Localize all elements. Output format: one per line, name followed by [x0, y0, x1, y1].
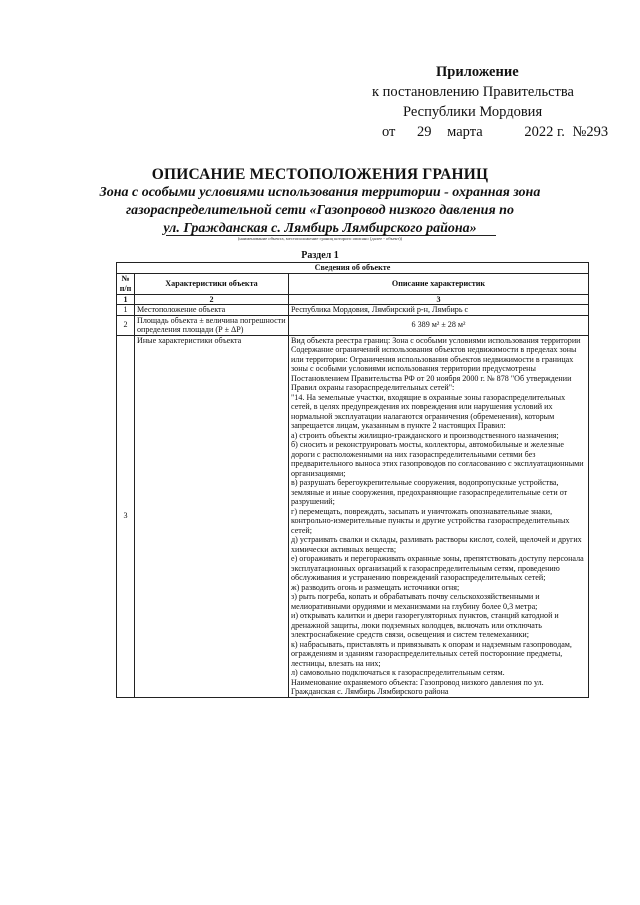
desc-paragraph: л) самовольно подключаться к газораспределительным сетям. [291, 668, 505, 677]
row-num: 1 [117, 305, 135, 316]
desc-paragraph: и) открывать калитки и двери газорегуляторных пунктов, станций катодной и дренажной защиты, люки подземных колодцев, включать или отключать электроснабжение средств связи, освещения и систем телемеханики; [291, 611, 559, 639]
row-char: Иные характеристики объекта [135, 335, 289, 697]
table-row [117, 335, 589, 697]
document-subtitle [60, 184, 580, 238]
header-num: № п/п [117, 273, 135, 294]
appendix-date [382, 122, 608, 142]
appendix-title: Приложение [436, 64, 519, 80]
row-char: Площадь объекта ± величина погрешности определения площади (Р ± ΔР) [135, 315, 289, 335]
table-title: Сведения об объекте [117, 263, 589, 274]
subtitle-line-2: газораспределительной сети «Газопровод низкого давления по [126, 203, 514, 218]
table-row [117, 315, 589, 335]
row-desc-list [289, 335, 589, 697]
appendix-date-prefix: от [382, 124, 396, 140]
desc-paragraph: д) устраивать свалки и склады, разливать растворы кислот, солей, щелочей и других химически активных веществ; [291, 535, 582, 554]
row-char: Местоположение объекта [135, 305, 289, 316]
col-number-2: 2 [135, 294, 289, 305]
desc-paragraph: а) строить объекты жилищно-гражданского и производственного назначения; [291, 430, 559, 440]
appendix-line-1: к постановлению Правительства [372, 84, 574, 100]
subtitle-caption: (наименование объекта, местоположение границ которого описано (далее - объект)) [237, 236, 403, 241]
appendix-number: №293 [572, 124, 609, 140]
desc-paragraph: г) перемещать, повреждать, засыпать и уничтожать опознавательные знаки, контрольно-измерительные пункты и другие устройства газораспределительных сетей; [291, 506, 570, 535]
desc-paragraph: Наименование охраняемого объекта: Газопровод низкого давления по ул. Гражданская с. Лямбирь Лямбирского района [291, 677, 544, 696]
row-num: 3 [117, 335, 135, 697]
subtitle-line-3: ул. Гражданская с. Лямбирь Лямбирского района» [163, 221, 477, 236]
table-title-row [117, 263, 589, 274]
desc-paragraph: Вид объекта реестра границ: Зона с особыми условиями использования территории [291, 335, 581, 345]
desc-paragraph: ж) разводить огонь и размещать источники огня; [291, 582, 460, 592]
header-desc: Описание характеристик [289, 273, 589, 294]
row-desc: 6 389 м² ± 28 м² [289, 315, 589, 335]
column-number-row [117, 294, 589, 305]
desc-paragraph: з) рыть погреба, копать и обрабатывать почву сельскохозяйственными и мелиоративными орудиями и механизмами на глубину более 0,3 метра; [291, 592, 540, 611]
row-num: 2 [117, 315, 135, 335]
table-header-row [117, 273, 589, 294]
col-number-1: 1 [117, 294, 135, 305]
desc-paragraph: б) сносить и реконструировать мосты, коллекторы, автомобильные и железные дороги с расположенными на них газораспределительными сетями без предварительного выноса этих газопроводов по согласованию с эксплуатационными организациями; [291, 440, 584, 478]
header-char: Характеристики объекта [135, 273, 289, 294]
document-title: ОПИСАНИЕ МЕСТОПОЛОЖЕНИЯ ГРАНИЦ [151, 166, 489, 183]
desc-paragraph: к) набрасывать, приставлять и привязывать к опорам и надземным газопроводам, ограждениям и зданиям газораспределительных сетей посторонние предметы, лестницы, влезать на них; [291, 639, 572, 668]
row-desc: Республика Мордовия, Лямбирский р-н, Лямбирь с [289, 305, 589, 316]
appendix-month: марта [447, 124, 483, 140]
object-info-table [116, 262, 589, 698]
section-label: Раздел 1 [301, 250, 339, 261]
appendix-line-2: Республики Мордовия [403, 104, 543, 120]
table-row [117, 305, 589, 316]
subtitle-line-1: Зона с особыми условиями использования территории - охранная зона [99, 185, 541, 200]
desc-paragraph: в) разрушать берегоукрепительные сооружения, водопропускные устройства, земляные и иные сооружения, предохраняющие газораспределительные сети от разрушений; [291, 478, 568, 506]
desc-paragraph: Содержание ограничений использования объектов недвижимости в пределах зоны или территории: Ограничения использования объектов недвижимости в границах зоны с особыми условиями использования территории предусмотрены Постановлением Правительства РФ от 20 ноября 2000 г. № 878 "Об утверждении Правил охраны газораспределительных сетей": [291, 345, 577, 392]
appendix-day: 29 [417, 124, 432, 140]
desc-paragraph: е) огораживать и перегораживать охранные зоны, препятствовать доступу персонала эксплуатационных организаций к газораспределительным сетям, проведению обслуживания и устранению повреждений газораспределительных сетей; [291, 554, 584, 582]
appendix-year: 2022 г. [524, 124, 565, 140]
desc-paragraph: "14. На земельные участки, входящие в охранные зоны газораспределительных сетей, в целях предупреждения их повреждения или нарушения условий их нормальной эксплуатации налагаются ограничения (обременения), которым запрещается лицам, указанным в пункте 2 настоящих Правил: [291, 392, 566, 430]
col-number-3: 3 [289, 294, 589, 305]
